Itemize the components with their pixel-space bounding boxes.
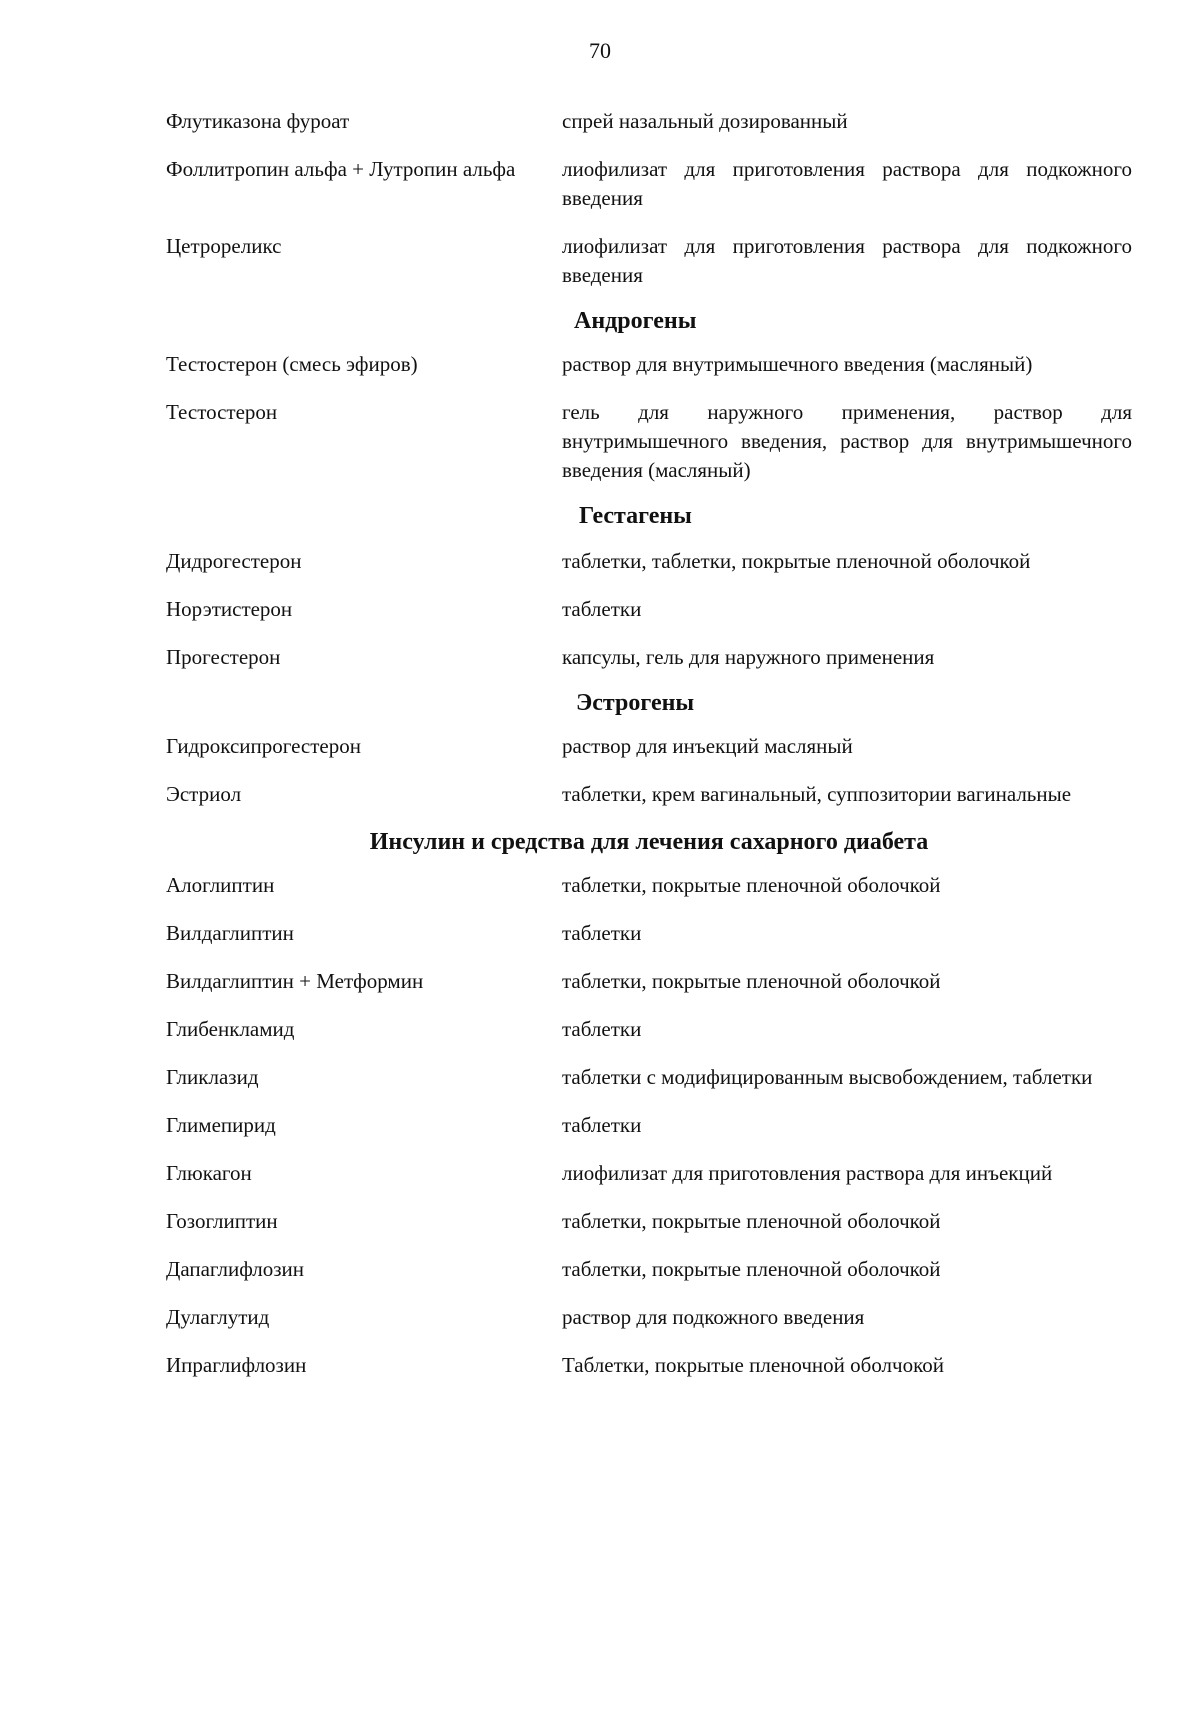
drug-name: Глюкагон xyxy=(166,1161,252,1185)
list-item xyxy=(166,398,1132,485)
drug-name: Алоглиптин xyxy=(166,873,275,897)
drug-name: Цетрореликс xyxy=(166,234,282,258)
list-item xyxy=(166,1111,1132,1140)
page-number: 70 xyxy=(589,38,611,63)
list-item xyxy=(166,595,1132,624)
drug-form: таблетки xyxy=(562,597,642,621)
drug-form: лиофилизат для приготовления раствора для инъекций xyxy=(562,1161,1053,1185)
list-item xyxy=(166,780,1132,809)
list-item xyxy=(166,155,1132,213)
list-item xyxy=(166,1207,1132,1236)
drug-form: таблетки xyxy=(562,1113,642,1137)
drug-name: Гидроксипрогестерон xyxy=(166,734,361,758)
drug-form: капсулы, гель для наружного применения xyxy=(562,645,935,669)
drug-name: Ипраглифлозин xyxy=(166,1353,307,1377)
drug-form: таблетки, покрытые пленочной оболочкой xyxy=(562,1209,941,1233)
list-item xyxy=(166,547,1132,576)
drug-form: лиофилизат для приготовления раствора для подкожного введения xyxy=(562,234,1132,287)
drug-name: Вилдаглиптин xyxy=(166,921,294,945)
drug-form: Таблетки, покрытые пленочной оболчокой xyxy=(562,1353,944,1377)
drug-form: таблетки, покрытые пленочной оболочкой xyxy=(562,969,941,993)
drug-name: Норэтистерон xyxy=(166,597,293,621)
drug-form: таблетки xyxy=(562,1017,642,1041)
drug-name: Эстриол xyxy=(166,782,242,806)
drug-form: гель для наружного применения, раствор для внутримышечного введения, раствор для внутримышечного введения (масляный) xyxy=(562,400,1132,482)
list-item xyxy=(166,1303,1132,1332)
drug-name: Флутиказона фуроат xyxy=(166,109,350,133)
subsection-heading: Эстрогены xyxy=(576,690,695,716)
list-item xyxy=(166,107,1132,136)
list-item xyxy=(166,871,1132,900)
drug-name: Гликлазид xyxy=(166,1065,259,1089)
drug-name: Гозоглиптин xyxy=(166,1209,278,1233)
list-item xyxy=(166,919,1132,948)
list-item xyxy=(166,1159,1132,1188)
drug-name: Вилдаглиптин + Метформин xyxy=(166,969,424,993)
list-item xyxy=(166,1255,1132,1284)
list-item xyxy=(166,732,1132,761)
drug-form: таблетки, покрытые пленочной оболочкой xyxy=(562,873,941,897)
drug-list xyxy=(166,107,1132,1380)
list-item xyxy=(166,232,1132,290)
list-item xyxy=(166,643,1132,672)
drug-form: раствор для внутримышечного введения (масляный) xyxy=(562,352,1033,376)
drug-form: таблетки, таблетки, покрытые пленочной оболочкой xyxy=(562,549,1031,573)
drug-name: Прогестерон xyxy=(166,645,281,669)
drug-form: таблетки, крем вагинальный, суппозитории вагинальные xyxy=(562,782,1072,806)
drug-form: таблетки с модифицированным высвобождением, таблетки xyxy=(562,1065,1093,1089)
list-item xyxy=(166,967,1132,996)
list-item xyxy=(166,350,1132,379)
drug-name: Глимепирид xyxy=(166,1113,276,1137)
drug-name: Глибенкламид xyxy=(166,1017,295,1041)
drug-name: Фоллитропин альфа + Лутропин альфа xyxy=(166,157,516,181)
list-item xyxy=(166,1063,1132,1092)
list-item xyxy=(166,1015,1132,1044)
drug-name: Дапаглифлозин xyxy=(166,1257,305,1281)
subsection-heading: Гестагены xyxy=(579,503,692,529)
drug-name: Тестостерон xyxy=(166,400,278,424)
drug-name: Дидрогестерон xyxy=(166,549,302,573)
drug-form: таблетки, покрытые пленочной оболочкой xyxy=(562,1257,941,1281)
drug-form: раствор для инъекций масляный xyxy=(562,734,853,758)
list-item xyxy=(166,1351,1132,1380)
drug-form: раствор для подкожного введения xyxy=(562,1305,865,1329)
drug-name: Дулаглутид xyxy=(166,1305,270,1329)
subsection-heading: Андрогены xyxy=(574,308,697,334)
section-heading: Инсулин и средства для лечения сахарного диабета xyxy=(369,829,929,855)
drug-form: спрей назальный дозированный xyxy=(562,109,848,133)
drug-form: лиофилизат для приготовления раствора для подкожного введения xyxy=(562,157,1132,210)
drug-form: таблетки xyxy=(562,921,642,945)
drug-name: Тестостерон (смесь эфиров) xyxy=(166,352,418,376)
